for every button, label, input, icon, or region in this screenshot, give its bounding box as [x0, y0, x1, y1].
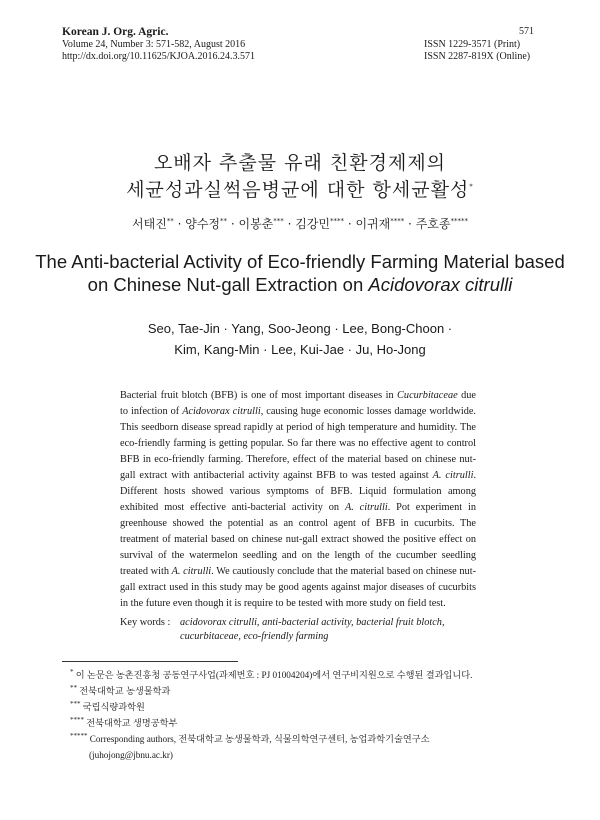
- abstract-italic-term: A. citrulli: [171, 566, 212, 577]
- author-ko: [416, 217, 468, 231]
- author-ko: [132, 217, 174, 231]
- title-footnote-mark: *: [469, 182, 474, 191]
- abstract-italic-term: Acidovorax citrulli: [182, 406, 261, 417]
- footnote-text: 전북대학교 생명공학부: [86, 718, 178, 728]
- author-ko-name: 이봉춘: [238, 217, 274, 231]
- author-ko-name: 이귀재: [355, 217, 391, 231]
- keywords-label: Key words :: [120, 617, 171, 628]
- footnote-text: 이 논문은 농촌진흥청 공동연구사업(과제번호 : PJ 01004204)에서 연구비지원으로 수행된 결과입니다.: [75, 670, 473, 680]
- footnote-mark: *****: [70, 731, 88, 740]
- footnote-funding: [70, 667, 550, 683]
- author-ko: [295, 217, 344, 231]
- author-ko-mark: **: [220, 217, 228, 225]
- footnote-text: 전북대학교 농생물학과: [79, 686, 171, 696]
- korean-title-line1: 오배자 추출물 유래 친환경제제의: [153, 152, 447, 174]
- footnote-affiliation: [70, 683, 550, 699]
- footnote-mark: ***: [70, 699, 81, 708]
- abstract-text-run: . Different hosts showed various symptoms of BFB. Liquid formulation among exhibited most effective anti-bacterial activity on: [120, 470, 477, 513]
- volume-info: Volume 24, Number 3: 571-582, August 2016: [62, 39, 246, 50]
- author-ko-name: 양수정: [185, 217, 221, 231]
- footnote-affiliation: [70, 699, 550, 715]
- issn-online: ISSN 2287-819X (Online): [424, 51, 531, 62]
- english-title-line2-text: on Chinese Nut-gall Extraction on: [87, 274, 369, 295]
- abstract-italic-term: A. citrulli: [432, 470, 474, 481]
- abstract-text: [120, 388, 476, 612]
- author-separator: ·: [227, 217, 239, 231]
- footnote-mark: **: [70, 683, 77, 692]
- author-ko: [238, 217, 283, 231]
- keywords-row: [120, 616, 480, 630]
- author-ko-name: 김강민: [295, 217, 330, 231]
- running-header-left: [62, 26, 255, 63]
- corresponding-email[interactable]: (juhojong@jbnu.ac.kr): [89, 750, 173, 760]
- author-ko: [355, 217, 404, 231]
- author-ko-name: 서태진: [132, 217, 167, 231]
- korean-title-line2-text: 세균성과실썩음병균에 대한 항세균활성: [126, 179, 470, 201]
- footnote-text: 국립식량과학원: [82, 702, 145, 712]
- author-ko: [185, 217, 227, 231]
- issn-print: ISSN 1229-3571 (Print): [424, 39, 521, 50]
- keywords-values: acidovorax citrulli, anti-bacterial activity, bacterial fruit blotch,: [180, 617, 445, 628]
- abstract-italic-term: Cucurbitaceae: [397, 390, 458, 401]
- abstract-text-run: due to infection of: [120, 390, 476, 417]
- keywords-values-cont: cucurbitaceae, eco-friendly farming: [180, 631, 329, 642]
- abstract-text-run: Bacterial fruit blotch (BFB) is one of most important diseases in: [120, 390, 398, 401]
- abstract-italic-term: A. citrulli: [344, 502, 388, 513]
- english-title-line1: The Anti-bacterial Activity of Eco-friendly Farming Material based: [35, 251, 565, 272]
- running-header-right: [424, 26, 534, 63]
- author-ko-name: 주호종: [415, 217, 451, 231]
- journal-name: Korean J. Org. Agric.: [62, 26, 169, 38]
- footnote-divider: [62, 661, 238, 662]
- author-separator: ·: [404, 217, 416, 231]
- abstract-text-run: , causing huge economic losses damage worldwide. This seedborn disease spread rapidly at period of high temperature and humidity. The eco-friendly farming is getting popular. So far there was no effective agent to control BFB in eco-friendly farming. Therefore, effect of the material based on chinese nut-gall extract with antibacterial activity against BFB to was tested against: [120, 406, 476, 481]
- author-ko-mark: ****: [330, 217, 344, 225]
- abstract-text-run: . We cautiously conclude that the material based on chinese nut-gall extract used in this study may be good agents against major diseases of cucurbits in the future even though it is require to be tested with more study on field test.: [120, 566, 476, 609]
- author-separator: ·: [173, 217, 186, 231]
- english-title-species: Acidovorax citrulli: [368, 274, 513, 295]
- author-ko-mark: ****: [390, 217, 405, 225]
- abstract: [120, 388, 476, 612]
- korean-title-line2: [0, 177, 600, 204]
- page-number: 571: [519, 26, 534, 37]
- author-ko-mark: ***: [273, 217, 284, 225]
- korean-title: [0, 150, 600, 204]
- footnote-mark: ****: [70, 715, 84, 724]
- author-separator: ·: [283, 217, 296, 231]
- footnote-affiliation: [70, 715, 550, 731]
- footnote-corresponding: [70, 731, 550, 747]
- english-authors: [0, 318, 600, 360]
- doi-link[interactable]: http://dx.doi.org/10.11625/KJOA.2016.24.3.571: [62, 51, 256, 62]
- korean-authors: [0, 215, 600, 232]
- footnote-mark: *: [70, 667, 74, 676]
- english-title: [0, 250, 600, 296]
- author-ko-mark: **: [166, 217, 174, 225]
- abstract-text-run: . Pot experiment in greenhouse showed the potential as an control agent of BFB in cucurbits. The treatment of material based on chinese nut-gall extract showed the positive effect on survival of the watermelon seedling and on the length of the cucumber seedling treated with: [120, 502, 476, 577]
- english-authors-line1: Seo, Tae-Jin · Yang, Soo-Jeong · Lee, Bong-Choon ·: [147, 321, 453, 336]
- footnotes: [70, 667, 550, 763]
- footnote-text: Corresponding authors, 전북대학교 농생물학과, 식물의학연구센터, 농업과학기술연구소: [89, 734, 430, 744]
- author-ko-mark: *****: [450, 217, 468, 225]
- english-authors-line2: Kim, Kang-Min · Lee, Kui-Jae · Ju, Ho-Jong: [174, 342, 426, 357]
- author-separator: ·: [344, 217, 356, 231]
- english-title-line2: [0, 273, 600, 296]
- keywords: [120, 616, 480, 644]
